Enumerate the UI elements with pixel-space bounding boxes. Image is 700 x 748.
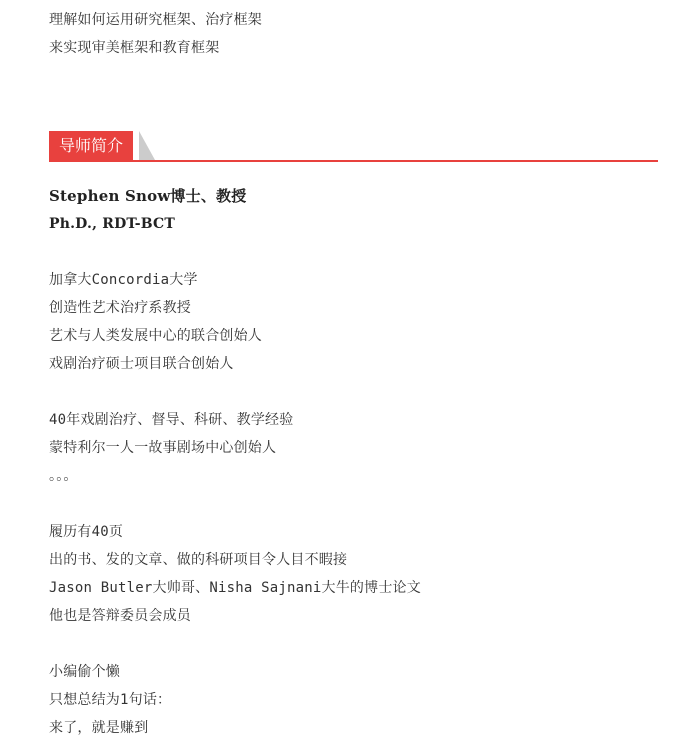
mentor-credentials: Ph.D., RDT-BCT [49, 216, 175, 232]
mentor-name: Stephen Snow博士、教授 [49, 187, 247, 205]
intro-text-line: 来实现审美框架和教育框架 [49, 40, 220, 56]
intro-text-line: 理解如何运用研究框架、治疗框架 [49, 12, 262, 28]
bio-line: 他也是答辩委员会成员 [49, 608, 191, 624]
bio-line: 加拿大Concordia大学 [49, 272, 198, 288]
section-title: 导师简介 [49, 131, 133, 160]
bio-line: 小编偷个懒 [49, 664, 120, 680]
section-header-tab-decoration [139, 131, 155, 160]
bio-line: 40年戏剧治疗、督导、科研、教学经验 [49, 412, 294, 428]
bio-line: 艺术与人类发展中心的联合创始人 [49, 328, 262, 344]
bio-line: 创造性艺术治疗系教授 [49, 300, 191, 316]
bio-ellipsis: 。。。 [49, 468, 78, 484]
bio-line: 蒙特利尔一人一故事剧场中心创始人 [49, 440, 277, 456]
bio-line: 履历有40页 [49, 524, 124, 540]
section-divider [49, 160, 658, 162]
bio-line: Jason Butler大帅哥、Nisha Sajnani大牛的博士论文 [49, 580, 421, 596]
bio-line: 戏剧治疗硕士项目联合创始人 [49, 356, 234, 372]
section-header [49, 131, 658, 163]
bio-line: 出的书、发的文章、做的科研项目令人目不暇接 [49, 552, 348, 568]
bio-line: 只想总结为1句话： [49, 692, 172, 708]
bio-line: 来了，就是赚到 [49, 720, 149, 736]
